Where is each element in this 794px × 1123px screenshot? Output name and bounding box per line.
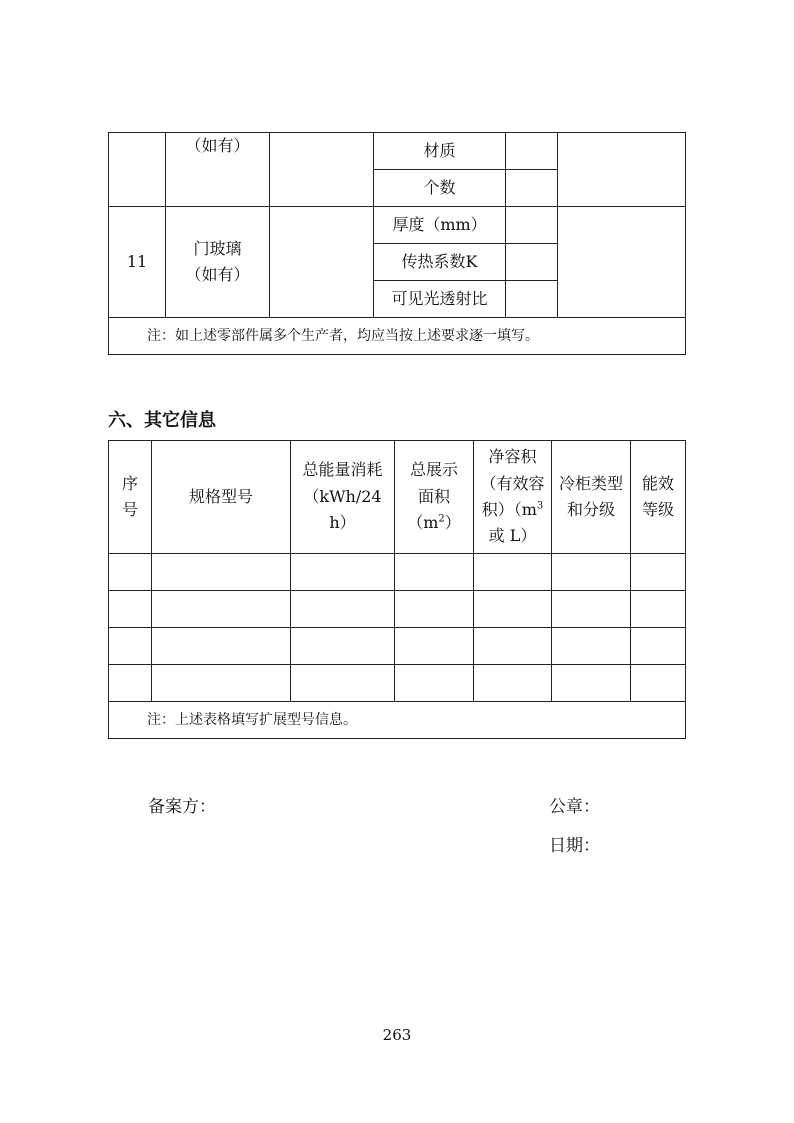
input-cell[interactable] <box>552 628 631 665</box>
table-row <box>109 665 686 702</box>
part-name-line2: （如有） <box>185 265 250 284</box>
input-cell[interactable] <box>109 554 152 591</box>
header-net-volume: 净容积 （有效容 积）（$m^3$ 或 L） <box>474 441 552 554</box>
input-cell[interactable] <box>395 554 474 591</box>
header-seq: 序号 <box>109 441 152 554</box>
filer-label: 备案方： <box>148 797 216 817</box>
header-cabinet-type: 冷柜类型 和分级 <box>552 441 631 554</box>
cell-row-number: 11 <box>109 207 166 318</box>
table-note: 注：上述表格填写扩展型号信息。 <box>109 702 686 739</box>
seal-label: 公章： <box>549 797 600 817</box>
input-cell[interactable] <box>109 591 152 628</box>
input-cell[interactable] <box>552 554 631 591</box>
input-cell[interactable] <box>291 628 395 665</box>
cell-part-name: （如有） <box>166 133 270 207</box>
input-cell[interactable] <box>395 628 474 665</box>
cell-property: 个数 <box>374 170 506 207</box>
component-table-continued <box>108 132 686 355</box>
header-energy: 总能量消耗 （kWh/24 h） <box>291 441 395 554</box>
other-info-table <box>108 440 686 739</box>
table-row <box>109 591 686 628</box>
input-cell[interactable] <box>291 665 395 702</box>
cell-value <box>506 170 558 207</box>
input-cell[interactable] <box>395 591 474 628</box>
header-display-area: 总展示 面积 $(m^2)$ <box>395 441 474 554</box>
section-title: 六、其它信息 <box>108 410 216 431</box>
input-cell[interactable] <box>152 628 291 665</box>
table-row <box>109 554 686 591</box>
input-cell[interactable] <box>152 591 291 628</box>
cell-value <box>506 244 558 281</box>
input-cell[interactable] <box>474 628 552 665</box>
cell-empty <box>558 133 686 207</box>
cell-empty <box>270 133 374 207</box>
input-cell[interactable] <box>291 554 395 591</box>
date-label: 日期： <box>549 836 600 856</box>
cell-value <box>506 133 558 170</box>
header-model: 规格型号 <box>152 441 291 554</box>
input-cell[interactable] <box>552 665 631 702</box>
input-cell[interactable] <box>631 554 686 591</box>
cell-empty <box>109 133 166 207</box>
input-cell[interactable] <box>291 591 395 628</box>
input-cell[interactable] <box>152 665 291 702</box>
cell-property: 可见光透射比 <box>374 281 506 318</box>
input-cell[interactable] <box>474 591 552 628</box>
table-note: 注：如上述零部件属多个生产者，均应当按上述要求逐一填写。 <box>109 318 686 355</box>
part-name-line1: 门玻璃 <box>193 239 242 259</box>
cell-property: 厚度（mm） <box>374 207 506 244</box>
cell-property: 材质 <box>374 133 506 170</box>
page-number: 263 <box>382 1026 412 1044</box>
cell-part-name <box>166 207 270 318</box>
input-cell[interactable] <box>631 665 686 702</box>
input-cell[interactable] <box>631 591 686 628</box>
cell-value <box>506 281 558 318</box>
table-row <box>109 628 686 665</box>
input-cell[interactable] <box>552 591 631 628</box>
cell-empty <box>270 207 374 318</box>
header-efficiency-grade: 能效 等级 <box>631 441 686 554</box>
cell-empty <box>558 207 686 318</box>
cell-property: 传热系数K <box>374 244 506 281</box>
input-cell[interactable] <box>109 665 152 702</box>
input-cell[interactable] <box>631 628 686 665</box>
cell-value <box>506 207 558 244</box>
input-cell[interactable] <box>152 554 291 591</box>
input-cell[interactable] <box>395 665 474 702</box>
input-cell[interactable] <box>474 554 552 591</box>
input-cell[interactable] <box>109 628 152 665</box>
input-cell[interactable] <box>474 665 552 702</box>
